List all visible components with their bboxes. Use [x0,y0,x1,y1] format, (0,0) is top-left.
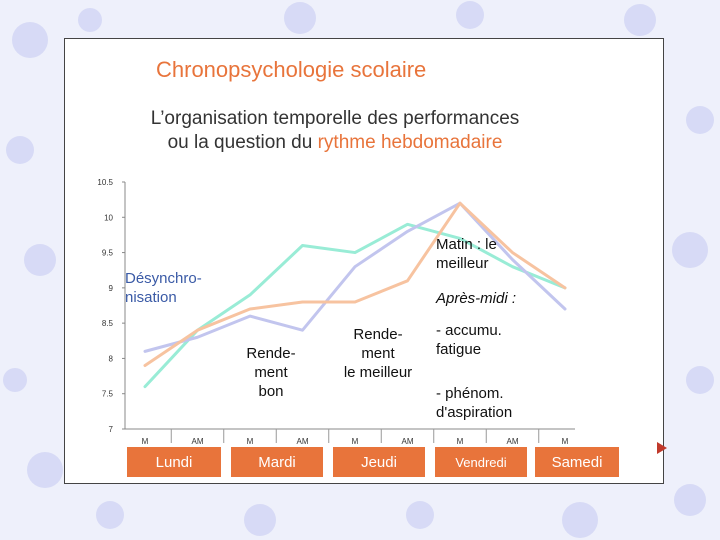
phenom-line-1: - phénom. [436,385,504,402]
x-tick-label: AM [191,437,204,446]
y-tick-label: 7 [108,425,113,434]
x-tick-label: M [141,437,149,446]
subtitle-prefix: ou la question du [167,132,318,153]
day-vendredi: Vendredi [435,447,527,477]
phenom-annotation [436,384,512,422]
bon-line-1: Rende- [246,345,296,362]
meilleur-line-2: ment [361,345,395,362]
x-tick-label: AM [506,437,519,446]
accumu-line-2: fatigue [436,341,482,358]
y-tick-label: 8 [108,354,113,364]
apres-midi-annotation: Après-midi : [436,290,517,307]
x-tick-label: M [456,437,464,446]
day-jeudi: Jeudi [333,447,425,477]
slide [64,38,664,484]
slide-subtitle [105,107,565,155]
weekly-performance-chart [85,177,605,447]
meilleur-line-3: le meilleur [343,364,413,381]
slide-title: Chronopsychologie scolaire [156,57,427,82]
bon-annotation [241,344,301,401]
subtitle-line-2 [105,131,565,155]
matin-annotation [436,235,497,273]
meilleur-line-1: Rende- [353,326,403,343]
bon-line-2: ment [254,364,288,381]
matin-line-2: meilleur [436,255,489,272]
subtitle-line-1: L’organisation temporelle des performances [150,108,520,129]
subtitle-accent: rythme hebdomadaire [317,132,503,153]
y-tick-label: 9.5 [101,248,113,258]
next-arrow-icon [657,442,667,454]
day-samedi: Samedi [535,447,619,477]
y-tick-label: 10 [104,213,113,223]
x-tick-label: M [351,437,359,446]
y-tick-label: 9 [108,283,113,293]
phenom-line-2: d'aspiration [436,404,513,421]
desync-annotation [125,269,202,307]
accumu-annotation [436,321,502,359]
x-tick-label: M [246,437,254,446]
y-tick-label: 10.5 [97,178,113,187]
y-tick-label: 7.5 [101,389,113,399]
desync-line-2: nisation [125,289,177,306]
day-lundi: Lundi [127,447,221,477]
day-mardi: Mardi [231,447,323,477]
bon-line-3: bon [258,383,284,400]
desync-line-1: Désynchro- [125,270,202,287]
y-tick-label: 8.5 [101,319,113,329]
accumu-line-1: - accumu. [436,322,502,339]
x-tick-label: AM [401,437,414,446]
meilleur-annotation [335,325,421,382]
x-tick-label: AM [296,437,309,446]
matin-line-1: Matin : le [436,236,497,253]
x-tick-label: M [561,437,569,446]
